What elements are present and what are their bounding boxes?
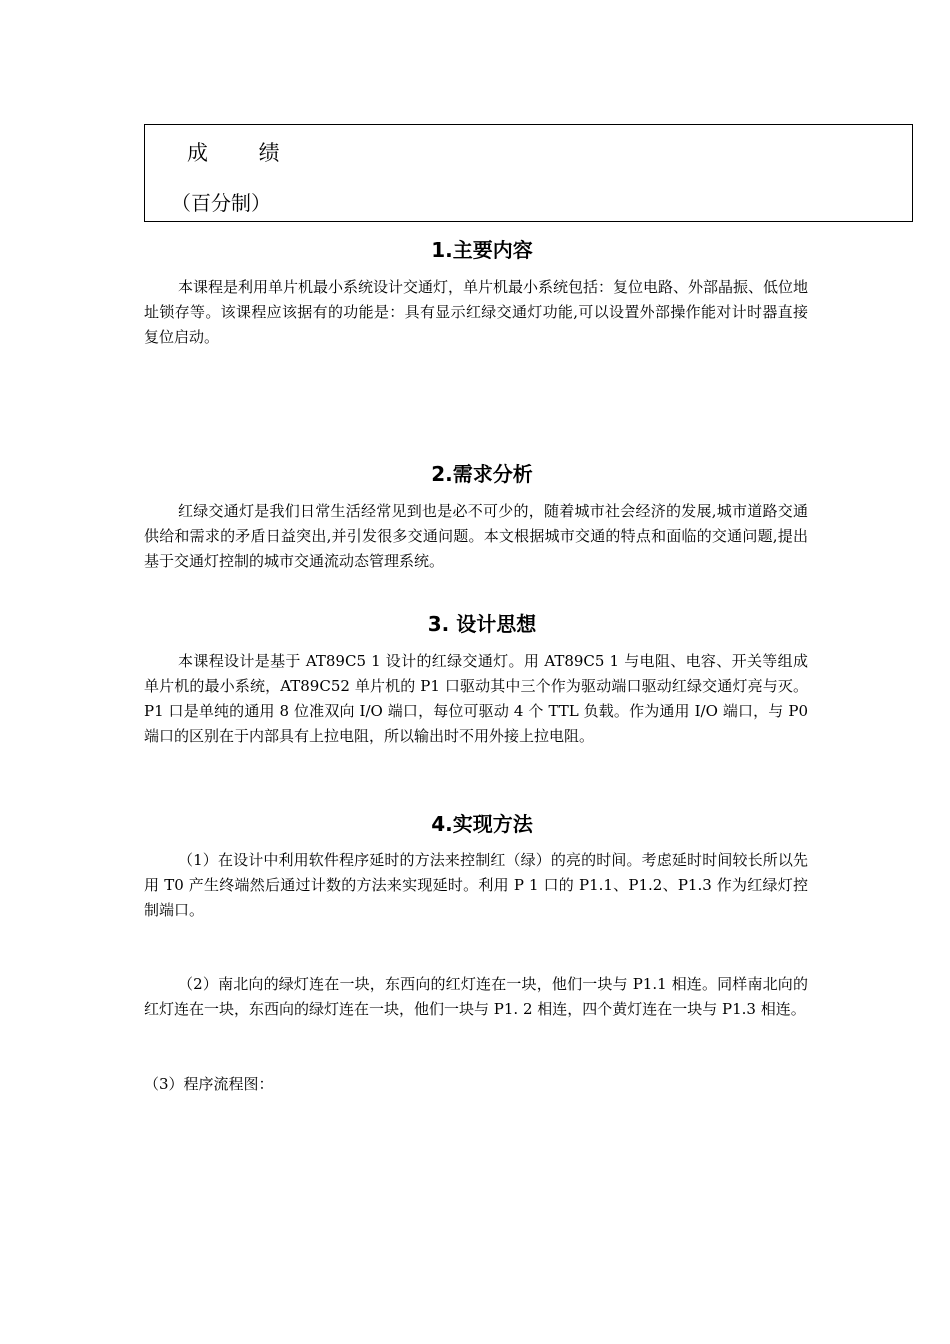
paragraph-requirements: 红绿交通灯是我们日常生活经常见到也是必不可少的，随着城市社会经济的发展,城市道路交通供给和需求的矛盾日益突出,并引发很多交通问题。本文根据城市交通的特点和面临的交通问题,提出基于交通灯控制的城市交通流动态管理系统。: [144, 502, 808, 570]
paragraph-implementation-2: （2）南北向的绿灯连在一块，东西向的红灯连在一块，他们一块与 P1.1 相连。同样南北向的红灯连在一块，东西向的绿灯连在一块，他们一块与 P1. 2 相连，四个黄灯连在一块与 P1.3 相连。: [144, 975, 808, 1018]
grade-label: 成 绩: [187, 141, 302, 165]
section-heading-implementation: 4.实现方法: [431, 812, 533, 836]
section-heading-requirements: 2.需求分析: [431, 462, 533, 486]
paragraph-main-content: 本课程是利用单片机最小系统设计交通灯，单片机最小系统包括：复位电路、外部晶振、低位地址锁存等。该课程应该据有的功能是：具有显示红绿交通灯功能,可以设置外部操作能对计时器直接复位启动。: [144, 278, 809, 346]
section-heading-main-content: 1.主要内容: [431, 238, 533, 262]
paragraph-design-idea: 本课程设计是基于 AT89C5 1 设计的红绿交通灯。用 AT89C5 1 与电阻、电容、开关等组成单片机的最小系统，AT89C52 单片机的 P1 口驱动其中三个作为驱动端口驱动红绿交通灯亮与灭。P1 口是单纯的通用 8 位准双向 I/O 端口，每位可驱动 4 个 TTL 负载。作为通用 I/O 端口，与 P0 端口的区别在于内部具有上拉电阻，所以输出时不用外接上拉电阻。: [144, 652, 808, 745]
grade-sub-label: （百分制）: [171, 191, 271, 215]
section-heading-design-idea: 3. 设计思想: [427, 612, 537, 636]
grade-box: [144, 124, 913, 222]
paragraph-implementation-1: （1）在设计中利用软件程序延时的方法来控制红（绿）的亮的时间。考虑延时时间较长所以先用 T0 产生终端然后通过计数的方法来实现延时。利用 P 1 口的 P1.1、P1.2、P1.3 作为红绿灯控制端口。: [144, 851, 808, 919]
paragraph-flowchart-caption: （3）程序流程图：: [144, 1075, 274, 1093]
